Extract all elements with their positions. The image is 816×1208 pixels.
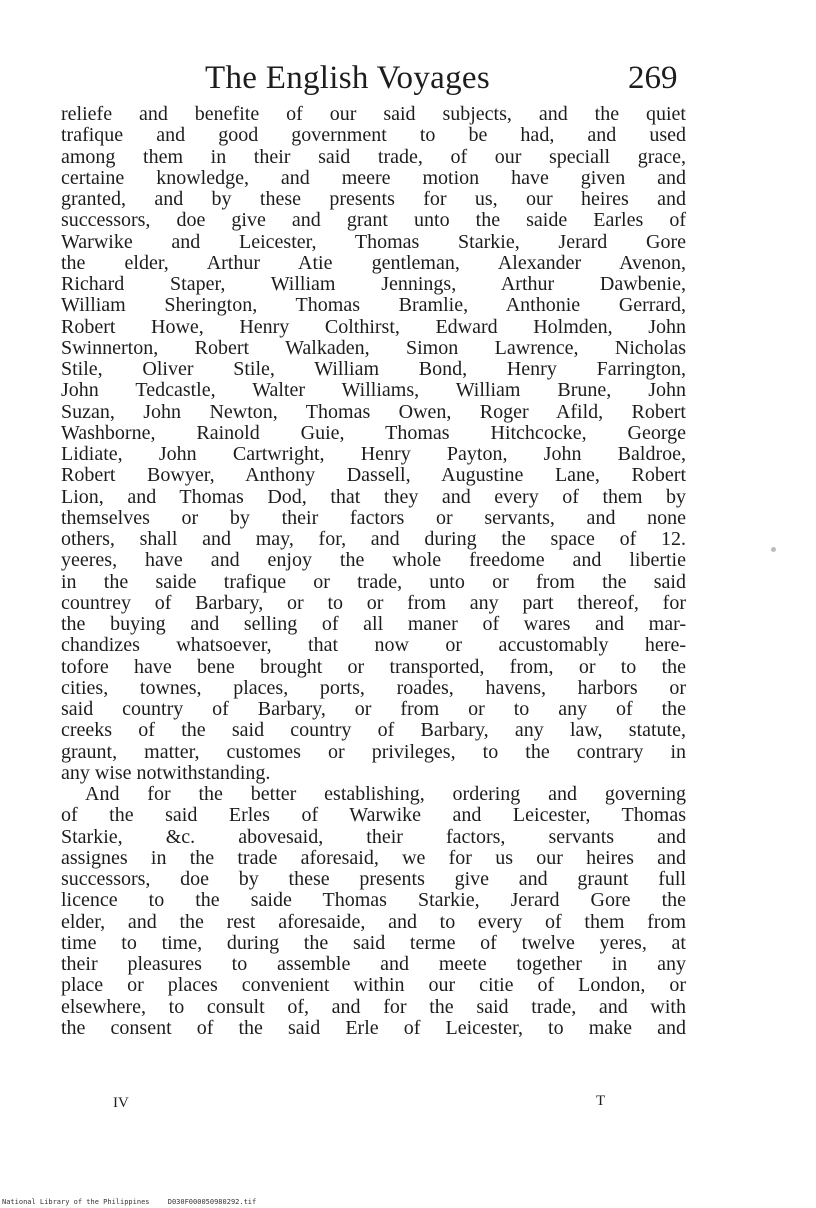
text-line: Warwike and Leicester, Thomas Starkie, Jerard Gore (61, 230, 686, 253)
text-line: the buying and selling of all maner of wares and mar- (61, 613, 686, 635)
text-line: Stile, Oliver Stile, William Bond, Henry Farrington, (61, 358, 686, 380)
text-line: Suzan, John Newton, Thomas Owen, Roger Afild, Robert (61, 400, 686, 423)
text-line: the consent of the said Erle of Leicester, to make and (61, 1016, 686, 1039)
signature-mark-right: T (596, 1093, 606, 1109)
text-line: Washborne, Rainold Guie, Thomas Hitchcocke, George (61, 421, 686, 444)
text-line: tofore have bene brought or transported, from, or to the (61, 655, 686, 678)
text-line: of the said Erles of Warwike and Leicester, Thomas (61, 804, 686, 827)
text-line: in the saide trafique or trade, unto or from the said (61, 570, 686, 593)
text-line: others, shall and may, for, and during the space of 12. (61, 528, 686, 550)
text-line: their pleasures to assemble and meete together in any (61, 953, 686, 975)
body-text (61, 104, 686, 1039)
text-line: themselves or by their factors or servants, and none (61, 506, 686, 529)
text-line: William Sherington, Thomas Bramlie, Anthonie Gerrard, (61, 294, 686, 317)
signature-mark-left: IV (113, 1095, 129, 1111)
text-line: graunt, matter, customes or privileges, to the contrary in (61, 740, 686, 763)
text-line: time to time, during the said terme of twelve yeres, at (61, 931, 686, 954)
scan-caption (2, 1198, 256, 1206)
text-line: certaine knowledge, and meere motion have given and (61, 166, 686, 189)
scan-caption-file: D030F000050980292.tif (167, 1198, 257, 1206)
scan-speck (771, 547, 776, 552)
text-line: chandizes whatsoever, that now or accustomably here- (61, 634, 686, 657)
text-line: successors, doe by these presents give and graunt full (61, 868, 686, 890)
text-line: Robert Bowyer, Anthony Dassell, Augustine Lane, Robert (61, 464, 686, 487)
text-line: Swinnerton, Robert Walkaden, Simon Lawrence, Nicholas (61, 336, 686, 359)
text-line: elder, and the rest aforesaide, and to every of them from (61, 910, 686, 933)
text-line: Robert Howe, Henry Colthirst, Edward Holmden, John (61, 315, 686, 338)
text-line: among them in their said trade, of our speciall grace, (61, 145, 686, 168)
text-line: any wise notwithstanding. (61, 761, 271, 784)
text-line: place or places convenient within our citie of London, or (61, 974, 686, 997)
text-line: Starkie, &c. abovesaid, their factors, servants and (61, 825, 686, 848)
scan-caption-library: National Library of the Philippines (2, 1198, 150, 1206)
text-line: granted, and by these presents for us, our heires and (61, 188, 686, 210)
text-line: licence to the saide Thomas Starkie, Jerard Gore the (61, 889, 686, 912)
text-line: Richard Staper, William Jennings, Arthur Dawbenie, (61, 273, 686, 295)
text-line: countrey of Barbary, or to or from any part thereof, for (61, 591, 686, 614)
text-line: And for the better establishing, ordering and governing (85, 783, 686, 805)
text-line: creeks of the said country of Barbary, any law, statute, (61, 719, 686, 742)
text-line: John Tedcastle, Walter Williams, William Brune, John (61, 379, 686, 402)
text-line: trafique and good government to be had, and used (61, 124, 686, 147)
text-line: assignes in the trade aforesaid, we for us our heires and (61, 846, 686, 869)
text-line: successors, doe give and grant unto the saide Earles of (61, 209, 686, 232)
text-line: yeeres, have and enjoy the whole freedome and libertie (61, 549, 686, 572)
text-line: the elder, Arthur Atie gentleman, Alexander Avenon, (61, 251, 686, 274)
page-number: 269 (628, 60, 678, 96)
text-line: Lion, and Thomas Dod, that they and every of them by (61, 485, 686, 508)
text-line: reliefe and benefite of our said subjects, and the quiet (61, 103, 686, 125)
text-line: said country of Barbary, or from or to any of the (61, 698, 686, 720)
text-line: elsewhere, to consult of, and for the said trade, and with (61, 995, 686, 1018)
text-line: cities, townes, places, ports, roades, havens, harbors or (61, 676, 686, 699)
text-line: Lidiate, John Cartwright, Henry Payton, John Baldroe, (61, 443, 686, 465)
running-title: The English Voyages (205, 60, 490, 96)
